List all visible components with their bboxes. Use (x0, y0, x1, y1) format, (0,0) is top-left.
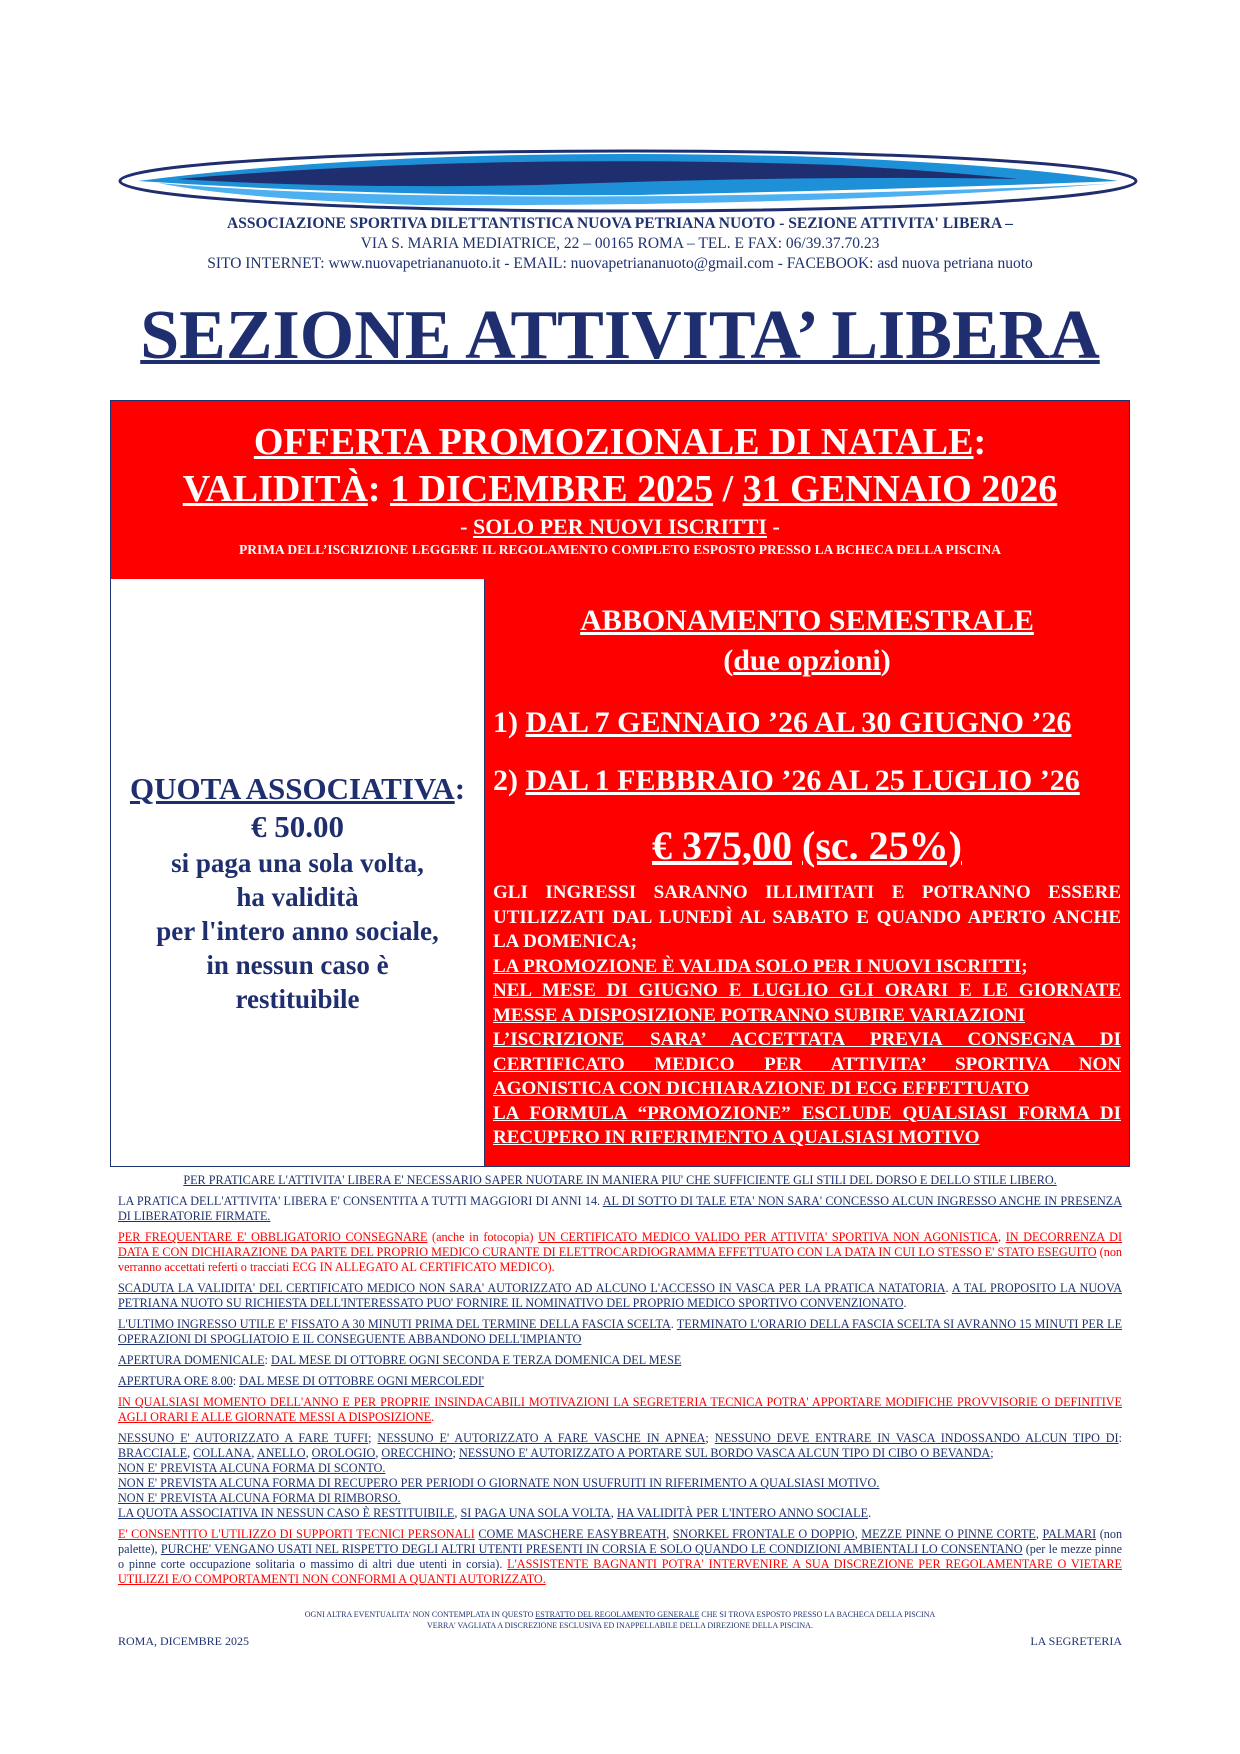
regulation-text: , (305, 1446, 312, 1460)
regulation-paragraph (118, 1374, 1122, 1389)
regulation-paragraph (118, 1431, 1122, 1521)
dash: - (460, 514, 473, 539)
regulation-text: ; (990, 1446, 994, 1460)
regulation-text: PER FREQUENTARE E' OBBLIGATORIO CONSEGNARE (118, 1230, 428, 1244)
regulation-text: , (1035, 1527, 1043, 1541)
closing-text: VERRA' VAGLIATA A DISCREZIONE ESCLUSIVA ED INAPPELLABILE DELLA DIREZIONE DELLA PISCINA. (427, 1621, 813, 1630)
regulation-text: , (375, 1446, 382, 1460)
regulation-text: NESSUNO DEVE ENTRARE IN VASCA INDOSSANDO ALCUN TIPO DI (714, 1431, 1119, 1445)
association-name: ASSOCIAZIONE SPORTIVA DILETTANTISTICA NUOVA PETRIANA NUOTO - SEZIONE ATTIVITA' LIBERA – (227, 215, 1013, 232)
option-2 (485, 761, 1129, 801)
subscription-rule: L’ISCRIZIONE SARA’ ACCETTATA PREVIA CONSEGNA DI CERTIFICATO MEDICO PER ATTIVITA’ SPORTIVA NON AGONISTICA CON DICHIARAZIONE DI ECG EFFETTUATO (493, 1029, 1121, 1099)
option-number: 2) (493, 764, 526, 797)
main-content (110, 400, 1130, 1649)
regulation-text: IN QUALSIASI MOMENTO DELL'ANNO E PER PROPRIE INSINDACABILI MOTIVAZIONI LA SEGRETERIA TECNICA POTRA' APPORTARE MODIFICHE PROVVISORIE O DEFINITIVE AGLI ORARI E ALLE GIORNATE MESSI A DISPOSIZIONE (118, 1395, 1122, 1424)
regulation-text: AL DI SOTTO DI TALE ETA' NON SARA' CONCESSO ALCUN INGRESSO ANCHE IN PRESENZA DI LIBERATORIE FIRMATE. (118, 1194, 1122, 1223)
date-to: 31 GENNAIO 2026 (742, 468, 1058, 510)
offer-row (111, 579, 1129, 1166)
regulation-paragraph (118, 1230, 1122, 1275)
contacts: SITO INTERNET: www.nuovapetriananuoto.it - EMAIL: nuovapetriananuoto@gmail.com - FACEBOOK: asd nuova petriana nuoto (207, 255, 1033, 272)
subscription-title: ABBONAMENTO SEMESTRALE (580, 604, 1034, 637)
regulation-text: NESSUNO E' AUTORIZZATO A FARE VASCHE IN APNEA (377, 1431, 706, 1445)
regulation-text: , (666, 1527, 673, 1541)
regulation-text: . (431, 1410, 435, 1424)
paren: ( (723, 644, 734, 677)
fee-note: ha validità (236, 881, 359, 912)
fee-note: si paga una sola volta, (171, 847, 424, 878)
signature: LA SEGRETERIA (1030, 1634, 1122, 1648)
regulation-text: DAL MESE DI OTTOBRE OGNI SECONDA E TERZA DOMENICA DEL MESE (270, 1353, 682, 1367)
regulation-text: A TAL PROPOSITO LA NUOVA PETRIANA NUOTO SU RICHIESTA DELL'INTERESSATO PUO' FORNIRE IL NOMINATIVO DEL PROPRIO MEDICO SPORTIVO CONVENZIONATO (118, 1281, 1122, 1310)
regulation-text: NESSUNO E' AUTORIZZATO A FARE TUFFI (118, 1431, 369, 1445)
regulation-text: NESSUNO E' AUTORIZZATO A PORTARE SUL BORDO VASCA ALCUN TIPO DI CIBO O BEVANDA (458, 1446, 991, 1460)
fee-label: QUOTA ASSOCIATIVA (129, 770, 455, 806)
regulation-text: (anche in fotocopia) (427, 1230, 539, 1244)
regulation-text: : (264, 1353, 271, 1367)
regulation-text: ORECCHINO (381, 1446, 453, 1460)
regulation-text: NON E' PREVISTA ALCUNA FORMA DI SCONTO. (118, 1461, 386, 1475)
subscription-subtitle: due opzioni (733, 644, 881, 677)
fee-note: per l'intero anno sociale, (156, 915, 439, 946)
subscription-rule: GLI INGRESSI SARANNO ILLIMITATI E POTRANNO ESSERE UTILIZZATI DAL LUNEDÌ AL SABATO E QUANDO APERTO ANCHE LA DOMENICA; (493, 882, 1121, 952)
promo-header (111, 401, 1129, 579)
regulation-text: APERTURA ORE 8.00 (118, 1374, 233, 1388)
colon: : (367, 468, 391, 510)
regulation-text: . (903, 1296, 907, 1310)
regulation-paragraph (118, 1173, 1122, 1188)
option-dates: DAL 7 GENNAIO ’26 AL 30 GIUGNO ’26 (525, 706, 1072, 739)
regulation-text: IN DECORRENZA DI DATA E CON DICHIARAZIONE DA PARTE DEL PROPRIO MEDICO CURANTE DI ELETTROCARDIOGRAMMA EFFETTUATO CON LA DATA IN CUI LO STESSO E' STATO ESEGUITO (118, 1230, 1122, 1259)
separator: / (713, 468, 743, 510)
regulation-text: L'ULTIMO INGRESSO UTILE E' FISSATO A 30 MINUTI PRIMA DEL TERMINE DELLA FASCIA SCELTA (118, 1317, 671, 1331)
regulation-text: UN CERTIFICATO MEDICO VALIDO PER ATTIVITA' SPORTIVA NON AGONISTICA (538, 1230, 999, 1244)
option-number: 1) (493, 706, 526, 739)
regulation-text: E' CONSENTITO L'UTILIZZO DI SUPPORTI TECNICI PERSONALI (118, 1527, 475, 1541)
subscription-rules (485, 871, 1129, 1151)
subscription-cell (484, 579, 1129, 1166)
regulation-text: : (232, 1374, 240, 1388)
regulation-text: (non palette), (118, 1527, 1123, 1556)
subscription-rule: LA PROMOZIONE È VALIDA SOLO PER I NUOVI ISCRITTI; (493, 955, 1028, 977)
regulation-text: MEZZE PINNE O PINNE CORTE (861, 1527, 1036, 1541)
page-title: SEZIONE ATTIVITA’ LIBERA (140, 297, 1100, 374)
colon: : (973, 421, 987, 463)
regulation-paragraph (118, 1395, 1122, 1425)
read-rules-notice: PRIMA DELL’ISCRIZIONE LEGGERE IL REGOLAMENTO COMPLETO ESPOSTO PRESSO LA BCHECA DELLA PISCINA (238, 542, 1002, 557)
colon: : (454, 770, 466, 806)
offer-box (110, 400, 1130, 1167)
regulation-paragraph (118, 1353, 1122, 1368)
regulation-text: APERTURA DOMENICALE (118, 1353, 265, 1367)
regulations (110, 1167, 1130, 1587)
fee-note: restituibile (235, 983, 360, 1014)
regulation-text: TERMINATO L'ORARIO DELLA FASCIA SCELTA SI AVRANNO 15 MINUTI PER LE OPERAZIONI DI SPOGLIATOIO E IL CONSEGUENTE ABBANDONO DELL'IMPIANTO (118, 1317, 1123, 1346)
new-members-only: SOLO PER NUOVI ISCRITTI (472, 514, 767, 539)
signature-row (110, 1631, 1130, 1649)
closing-text: CHE SI TROVA ESPOSTO PRESSO LA BACHECA DELLA PISCINA (699, 1610, 936, 1619)
price-amount: € 375,00 (652, 823, 793, 868)
regulation-text: SI PAGA UNA SOLA VOLTA (460, 1506, 611, 1520)
option-1 (485, 703, 1129, 743)
regulation-text: NON E' PREVISTA ALCUNA FORMA DI RECUPERO PER PERIODI O GIORNATE NON USUFRUITI IN RIFERIMENTO A QUALSIASI MOTIVO. (118, 1476, 880, 1490)
regulation-text: LA QUOTA ASSOCIATIVA IN NESSUN CASO È RESTITUIBILE (118, 1506, 455, 1520)
fee-amount: € 50.00 (251, 808, 344, 844)
regulation-text: , (454, 1506, 461, 1520)
regulation-text: . (868, 1506, 872, 1520)
regulation-paragraph (118, 1317, 1122, 1347)
regulation-text: ANELLO (256, 1446, 306, 1460)
discount: (sc. 25%) (802, 823, 962, 868)
regulation-text: L'ASSISTENTE BAGNANTI POTRA' INTERVENIRE A SUA DISCREZIONE PER REGOLAMENTARE O VIETARE UTILIZZI E/O COMPORTAMENTI NON CONFORMI A QUANTI AUTORIZZATO. (118, 1557, 1122, 1586)
closing-text: OGNI ALTRA EVENTUALITA' NON CONTEMPLATA IN QUESTO (304, 1610, 536, 1619)
regulation-text: LA PRATICA DELL'ATTIVITA' LIBERA E' CONSENTITA A TUTTI MAGGIORI DI ANNI 14. (118, 1194, 603, 1208)
regulation-text: SCADUTA LA VALIDITA' DEL CERTIFICATO MEDICO NON SARA' AUTORIZZATO AD ALCUNO L'ACCESSO IN VASCA PER LA PRATICA NATATORIA (118, 1281, 946, 1295)
regulation-text: , (998, 1230, 1006, 1244)
closing-note (110, 1609, 1130, 1631)
fee-note: in nessun caso è (206, 949, 389, 980)
price (485, 821, 1129, 871)
logo-wave (118, 145, 1138, 217)
option-dates: DAL 1 FEBBRAIO ’26 AL 25 LUGLIO ’26 (525, 764, 1080, 797)
regulation-text: ; (705, 1431, 715, 1445)
regulation-text: SNORKEL FRONTALE O DOPPIO (672, 1527, 855, 1541)
general-regulation-ref: ESTRATTO DEL REGOLAMENTO GENERALE (535, 1610, 700, 1619)
membership-fee-cell (111, 579, 484, 1166)
regulation-text: . (945, 1281, 952, 1295)
regulation-text: , (854, 1527, 862, 1541)
regulation-text: . (670, 1317, 677, 1331)
dash: - (767, 514, 780, 539)
regulation-text: COME MASCHERE EASYBREATH (478, 1527, 667, 1541)
regulation-text: BRACCIALE (118, 1446, 188, 1460)
regulation-text: NON E' PREVISTA ALCUNA FORMA DI RIMBORSO. (118, 1491, 401, 1505)
subscription-rule: LA FORMULA “PROMOZIONE” ESCLUDE QUALSIASI FORMA DI RECUPERO IN RIFERIMENTO A QUALSIASI MOTIVO (493, 1102, 1121, 1148)
date-from: 1 DICEMBRE 2025 (390, 468, 714, 510)
regulation-paragraph (118, 1194, 1122, 1224)
regulation-text: PALMARI (1042, 1527, 1097, 1541)
address: VIA S. MARIA MEDIATRICE, 22 – 00165 ROMA – TEL. E FAX: 06/39.37.70.23 (360, 235, 880, 252)
regulation-text: ; (368, 1431, 378, 1445)
regulation-text: (per le mezze pinne o pinne corte occupazione solitaria o massimo di altri due utenti in corsia). (118, 1542, 1122, 1571)
regulation-paragraph (118, 1527, 1122, 1587)
regulation-text: COLLANA (193, 1446, 252, 1460)
regulation-text: , (187, 1446, 194, 1460)
regulation-text: OROLOGIO (311, 1446, 376, 1460)
regulation-text: PURCHE' VENGANO USATI NEL RISPETTO DEGLI ALTRI UTENTI PRESENTI IN CORSIA E SOLO QUANDO LE CONDIZIONI AMBIENTALI LO CONSENTANO (160, 1542, 1023, 1556)
regulation-text: , (610, 1506, 617, 1520)
regulation-text: DAL MESE DI OTTOBRE OGNI MERCOLEDI' (239, 1374, 485, 1388)
regulation-paragraph (118, 1281, 1122, 1311)
paren: ) (880, 644, 891, 677)
regulation-text: (non verranno accettati referti o tracciati ECG IN ALLEGATO AL CERTIFICATO MEDICO). (118, 1245, 1123, 1274)
regulation-text: HA VALIDITÀ PER L'INTERO ANNO SOCIALE (616, 1506, 869, 1520)
place-date: ROMA, DICEMBRE 2025 (118, 1634, 250, 1648)
regulation-text: : (1118, 1431, 1123, 1445)
subscription-rule: NEL MESE DI GIUGNO E LUGLIO GLI ORARI E LE GIORNATE MESSE A DISPOSIZIONE POTRANNO SUBIRE VARIAZIONI (493, 980, 1121, 1026)
regulation-text: PER PRATICARE L'ATTIVITA' LIBERA E' NECESSARIO SAPER NUOTARE IN MANIERA PIU' CHE SUFFICIENTE GLI STILI DEL DORSO E DELLO STILE LIBERO. (183, 1173, 1057, 1187)
regulation-text: ; (452, 1446, 459, 1460)
promo-title: OFFERTA PROMOZIONALE DI NATALE (253, 421, 974, 463)
validity-label: VALIDITÀ (182, 468, 368, 510)
regulation-text: , (251, 1446, 257, 1460)
